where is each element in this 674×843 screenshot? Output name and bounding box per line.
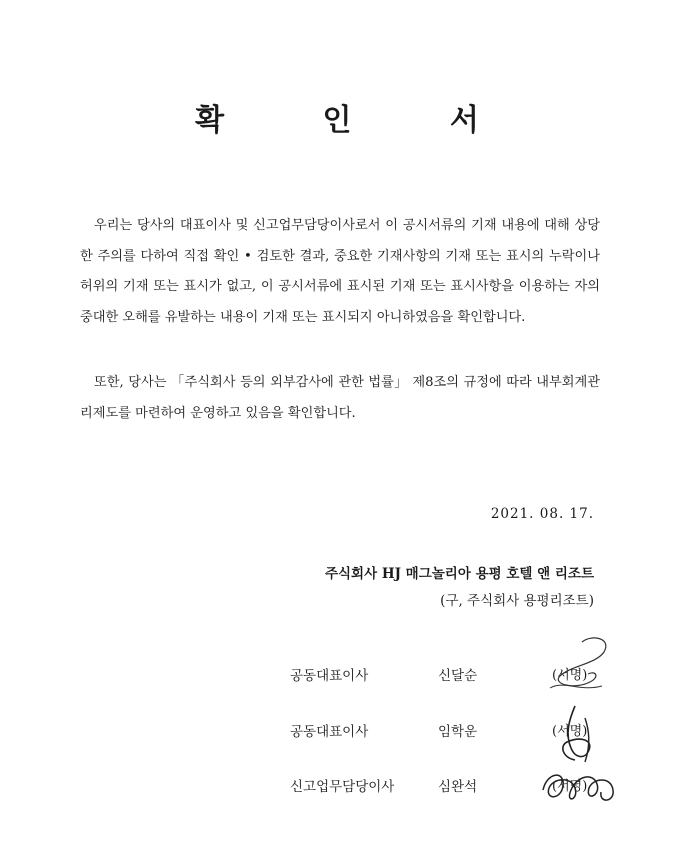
company-block [325, 561, 594, 615]
signature-label: (서명) [552, 779, 588, 794]
company-former-name: (구, 주식회사 용평리조트) [440, 593, 594, 609]
signer-name: 심완석 [438, 779, 478, 795]
confirmation-paragraph: 우리는 당사의 대표이사 및 신고업무담당이사로서 이 공시서류의 기재 내용에 대해 상당한 주의를 다하여 직접 확인 • 검토한 결과, 중요한 기재사항의 기재 또는 표시의 누락이나 허위의 기재 또는 표시가 없고, 이 공시서류에 표시된 기재 또는 표시사항을 이용하는 자의 중대한 오해를 유발하는 내용이 기재 또는 표시되지 아니하였음을 확인합니다. [80, 218, 600, 325]
signer-role: 신고업무담당이사 [290, 779, 395, 795]
signature-label: (서명) [552, 668, 588, 683]
signer-role: 공동대표이사 [290, 724, 369, 740]
handwritten-signature-3 [535, 760, 620, 810]
signer-name: 임학운 [438, 724, 478, 740]
internal-control-paragraph: 또한, 당사는 「주식회사 등의 외부감사에 관한 법률」 제8조의 규정에 따라 내부회계관리제도를 마련하여 운영하고 있음을 확인합니다. [80, 375, 600, 421]
handwritten-signature-1 [530, 630, 620, 705]
signature-label: (서명) [552, 724, 588, 739]
signer-name: 신달순 [438, 668, 478, 684]
company-name: 주식회사 HJ 매그놀리아 용평 호텔 앤 리조트 [324, 566, 594, 582]
document-title: 확 인 서 [195, 103, 523, 138]
document-date: 2021. 08. 17. [490, 506, 594, 522]
signer-role: 공동대표이사 [290, 668, 369, 684]
